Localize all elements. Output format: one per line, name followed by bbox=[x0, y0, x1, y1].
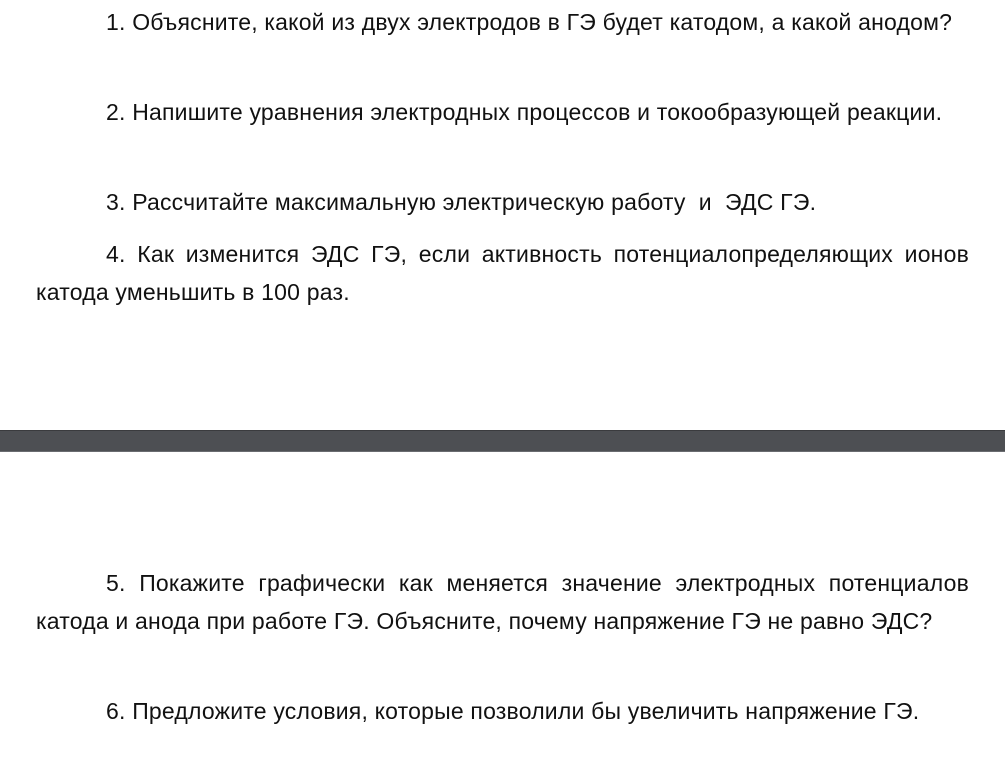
question-number: 3. bbox=[106, 189, 126, 215]
page-separator bbox=[0, 430, 1005, 452]
question-text: Предложите условия, которые позволили бы увеличить напряжение ГЭ. bbox=[132, 698, 920, 724]
question-text: Рассчитайте максимальную электрическую работу и ЭДС ГЭ. bbox=[132, 189, 817, 215]
question-number: 5. bbox=[106, 570, 126, 596]
question-number: 6. bbox=[106, 698, 126, 724]
question-text: Как изменится ЭДС ГЭ, если активность потенциалопределяющих ионов катода уменьшить в 100 раз. bbox=[36, 241, 969, 305]
question-text: Напишите уравнения электродных процессов и токообразующей реакции. bbox=[132, 99, 943, 125]
question-3 bbox=[36, 183, 969, 221]
question-1 bbox=[36, 3, 969, 41]
question-6 bbox=[36, 692, 969, 730]
question-2 bbox=[36, 93, 969, 131]
question-number: 1. bbox=[106, 9, 126, 35]
question-5 bbox=[36, 564, 969, 640]
question-number: 2. bbox=[106, 99, 126, 125]
question-text: Покажите графически как меняется значение электродных потенциалов катода и анода при работе ГЭ. Объясните, почему напряжение ГЭ не равно ЭДС? bbox=[36, 570, 970, 634]
question-4 bbox=[36, 235, 969, 311]
question-text: Объясните, какой из двух электродов в ГЭ будет катодом, а какой анодом? bbox=[132, 9, 953, 35]
question-number: 4. bbox=[106, 241, 126, 267]
